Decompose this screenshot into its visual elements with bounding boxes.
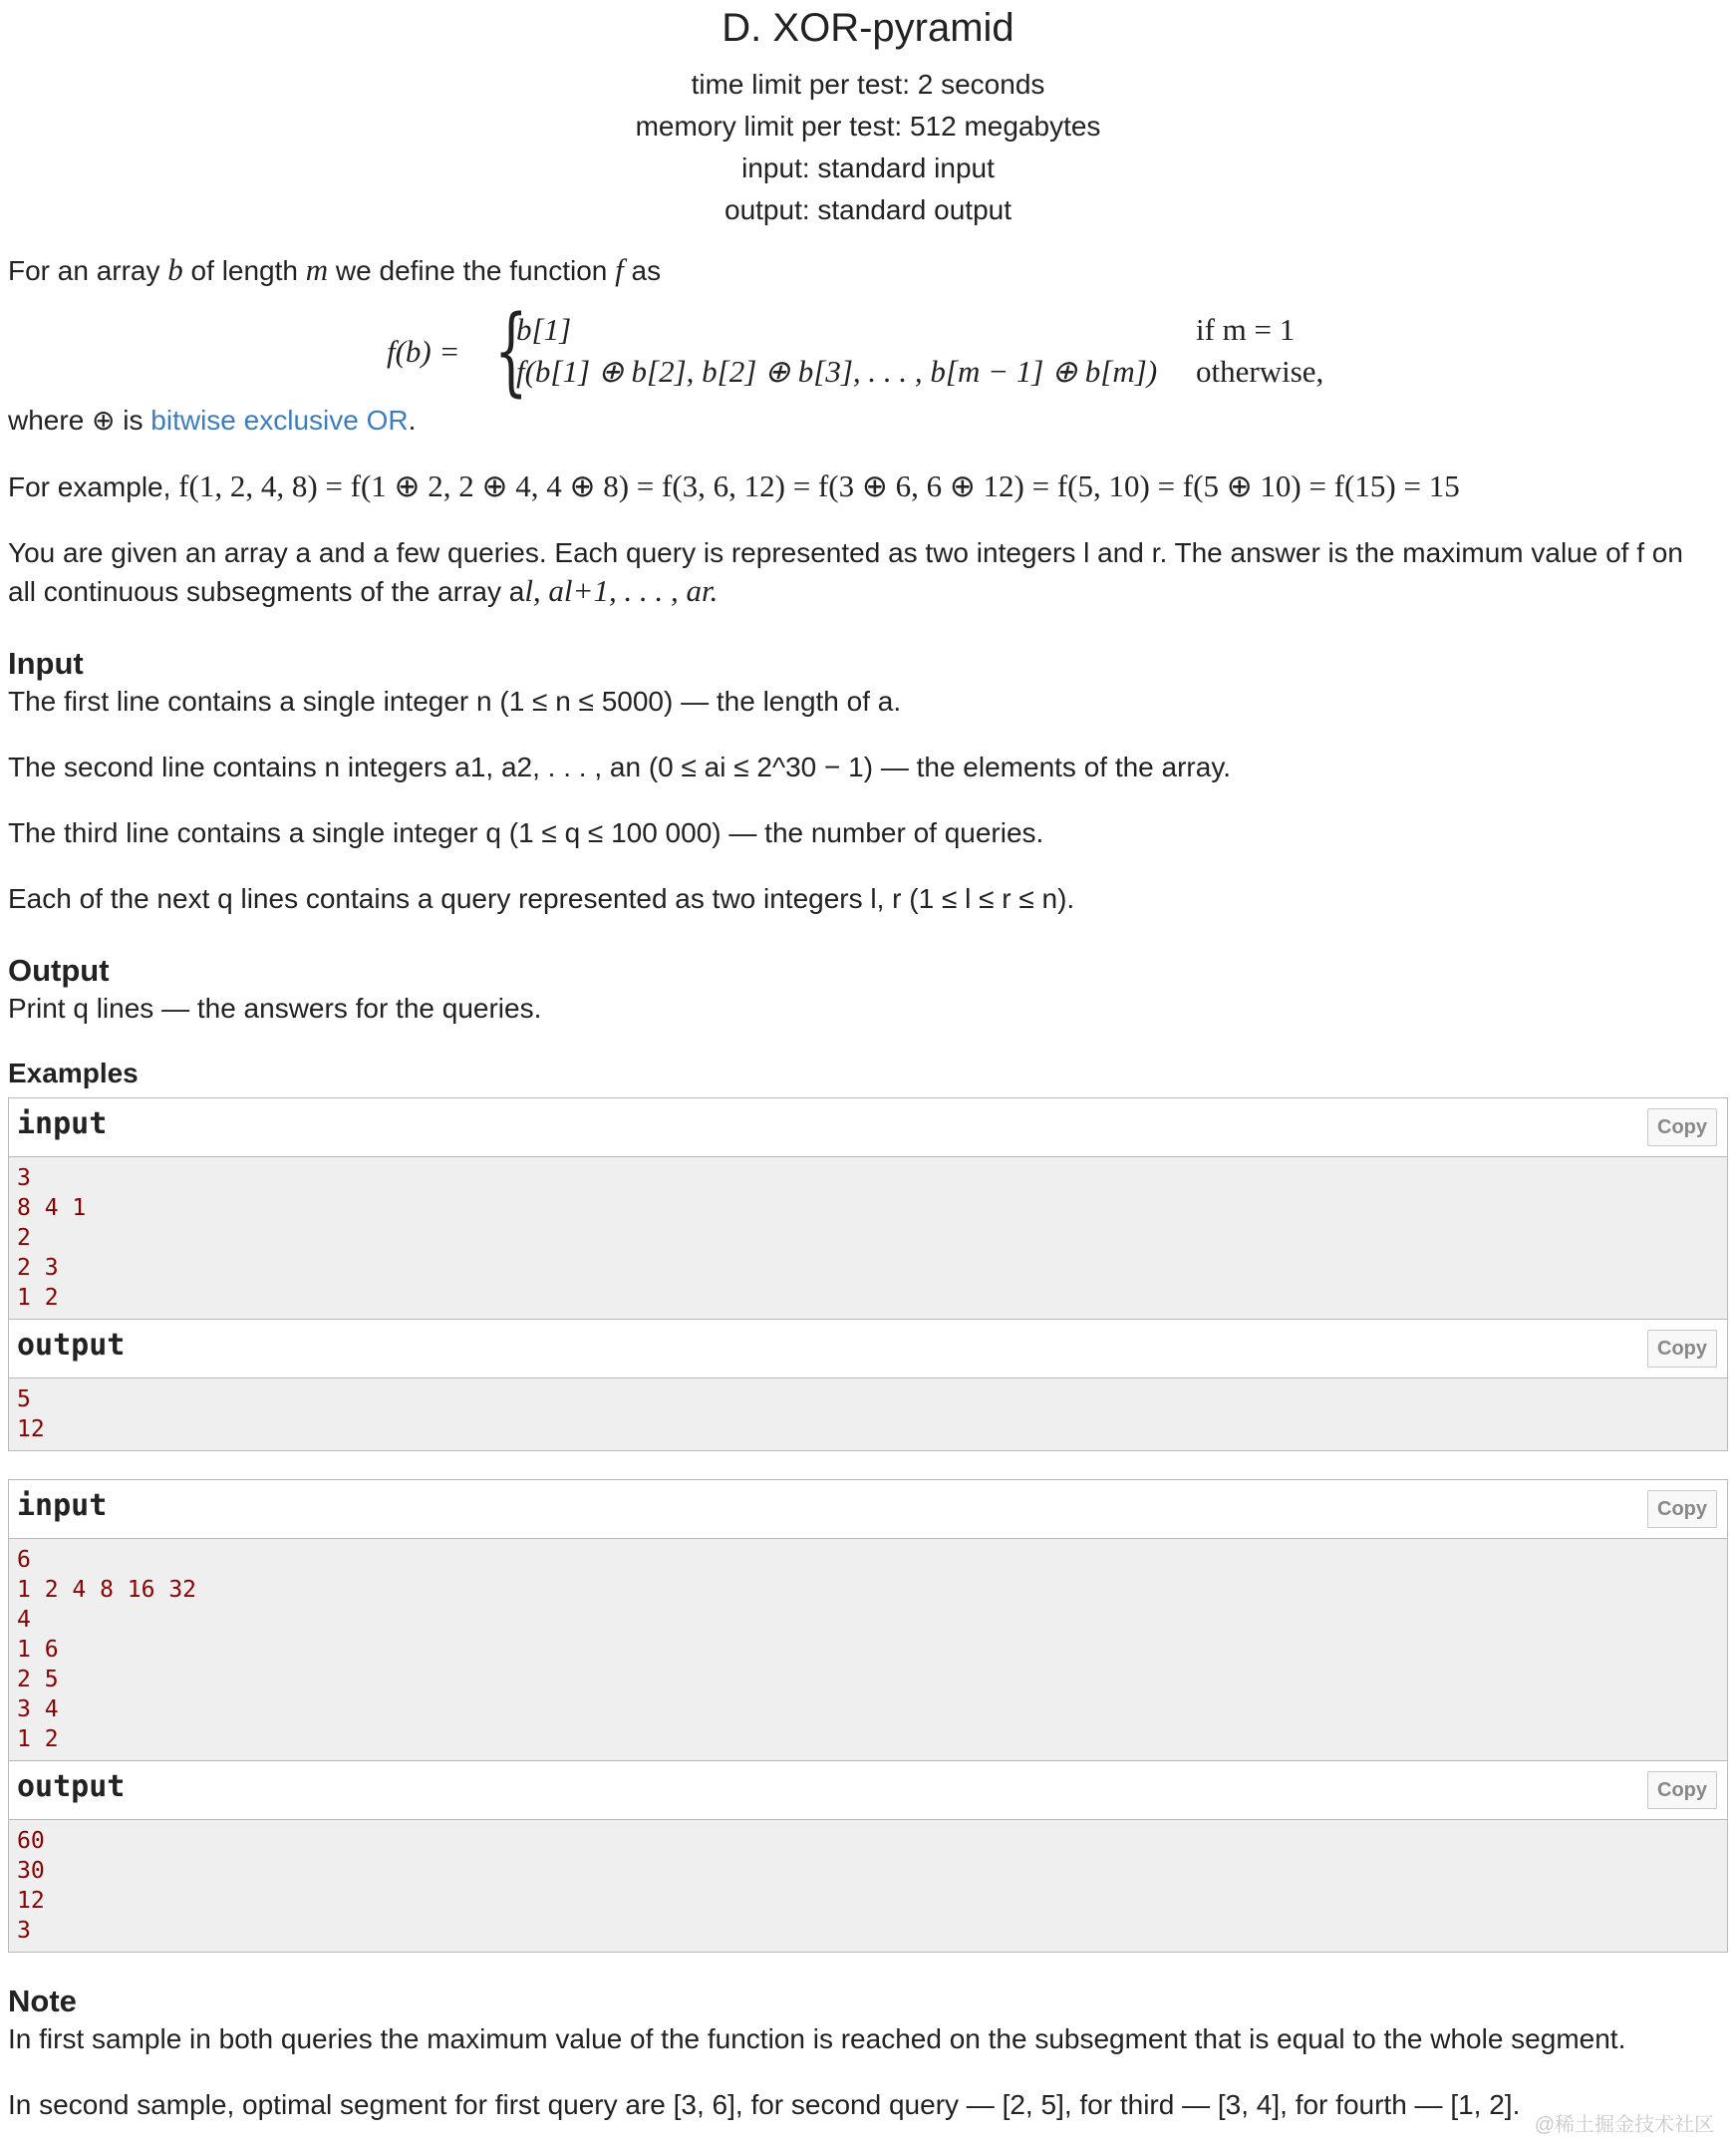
sample-line: 2	[17, 1225, 31, 1251]
sample-input-title: input	[17, 1106, 108, 1141]
function-definition-formula	[8, 295, 1728, 407]
example-formula: f(1, 2, 4, 8) = f(1 ⊕ 2, 2 ⊕ 4, 4 ⊕ 8) = f(3, 6, 12) = f(3 ⊕ 6, 6 ⊕ 12) = f(5, 10) = f(5 ⊕ 10) = f(15) = 15	[178, 468, 1460, 503]
sample-line: 1 2 4 8 16 32	[17, 1577, 197, 1603]
problem-title: D. XOR-pyramid	[722, 6, 1014, 50]
problem-limits	[8, 64, 1728, 231]
sample-line: 1 2	[17, 1726, 59, 1752]
sample-output-body	[9, 1820, 1727, 1952]
output-line-1: Print q lines — the answers for the queries.	[8, 993, 542, 1024]
sample-line: 3	[17, 1165, 31, 1191]
copy-button[interactable]: Copy	[1647, 1771, 1717, 1809]
note-line-2: In second sample, optimal segment for first query are [3, 6], for second query — [2, 5], for third — [3, 4], for fourth — [1, 2].	[8, 2089, 1521, 2120]
sample-line: 30	[17, 1858, 45, 1884]
sample-line: 12	[17, 1888, 45, 1914]
bitwise-xor-link[interactable]: bitwise exclusive OR	[150, 405, 409, 436]
copy-button[interactable]: Copy	[1647, 1108, 1717, 1146]
sample-input-body	[9, 1539, 1727, 1760]
sample-output-header	[9, 1319, 1727, 1378]
sample-output-title: output	[17, 1769, 126, 1804]
formula-condition-1: if m = 1	[1196, 312, 1296, 347]
watermark-text: @稀土掘金技术社区	[1534, 2114, 1714, 2136]
input-line-4: Each of the next q lines contains a query represented as two integers l, r (1 ≤ l ≤ r ≤ n).	[8, 883, 1075, 914]
time-limit: time limit per test: 2 seconds	[691, 69, 1045, 100]
example-paragraph: For example, f(1, 2, 4, 8) = f(1 ⊕ 2, 2 ⊕ 4, 4 ⊕ 8) = f(3, 6, 12) = f(3 ⊕ 6, 6 ⊕ 12) = f(5, 10) = f(5 ⊕ 10) = f(15) = 15	[8, 468, 1460, 503]
input-heading: Input	[8, 646, 84, 681]
sample-line: 5	[17, 1386, 31, 1412]
sample-input-header	[9, 1098, 1727, 1157]
sample-line: 12	[17, 1416, 45, 1442]
formula-lhs: f(b) =	[387, 334, 460, 369]
sample-output-body	[9, 1378, 1727, 1450]
brace-glyph: {	[494, 295, 528, 407]
copy-button[interactable]: Copy	[1647, 1490, 1717, 1528]
sample-output-title: output	[17, 1328, 126, 1363]
sample-input-body	[9, 1157, 1727, 1319]
input-line-1: The first line contains a single integer n (1 ≤ n ≤ 5000) — the length of a.	[8, 686, 902, 717]
xor-definition: where ⊕ is bitwise exclusive OR.	[8, 405, 417, 436]
formula-case-2: f(b[1] ⊕ b[2], b[2] ⊕ b[3], . . . , b[m − 1] ⊕ b[m])	[516, 354, 1158, 389]
sample-input-header	[9, 1480, 1727, 1539]
problem-statement	[8, 0, 1728, 2124]
formula-condition-2: otherwise,	[1196, 354, 1324, 389]
task-paragraph: You are given an array a and a few queries. Each query is represented as two integers l and r. The answer is the maximum value of f on all continuous subsegments of the array al, al+1, . . . , ar.	[8, 537, 1683, 608]
sample-test-2	[8, 1479, 1728, 1953]
sample-line: 3 4	[17, 1696, 59, 1722]
sample-line: 6	[17, 1547, 31, 1573]
note-line-1: In first sample in both queries the maximum value of the function is reached on the subsegment that is equal to the whole segment.	[8, 2023, 1626, 2054]
memory-limit: memory limit per test: 512 megabytes	[635, 111, 1101, 142]
sample-line: 1 2	[17, 1285, 59, 1311]
input-line-3: The third line contains a single integer q (1 ≤ q ≤ 100 000) — the number of queries.	[8, 817, 1044, 848]
output-heading: Output	[8, 953, 110, 988]
sample-test-1	[8, 1097, 1728, 1451]
sample-line: 2 3	[17, 1255, 59, 1281]
sample-line: 3	[17, 1918, 31, 1944]
sample-output-header	[9, 1760, 1727, 1820]
intro-paragraph: For an array b of length m we define the function f as	[8, 252, 662, 287]
sample-line: 4	[17, 1607, 31, 1633]
output-spec: output: standard output	[724, 194, 1012, 225]
formula-case-1: b[1]	[516, 312, 572, 347]
input-line-2: The second line contains n integers a1, a2, . . . , an (0 ≤ ai ≤ 2^30 − 1) — the elements of the array.	[8, 752, 1232, 782]
examples-heading: Examples	[8, 1058, 139, 1088]
copy-button[interactable]: Copy	[1647, 1330, 1717, 1368]
sample-line: 1 6	[17, 1637, 59, 1663]
sample-line: 2 5	[17, 1667, 59, 1692]
sample-line: 60	[17, 1828, 45, 1854]
sample-input-title: input	[17, 1488, 108, 1523]
input-spec: input: standard input	[741, 153, 995, 183]
sample-line: 8 4 1	[17, 1195, 87, 1221]
note-heading: Note	[8, 1984, 77, 2018]
